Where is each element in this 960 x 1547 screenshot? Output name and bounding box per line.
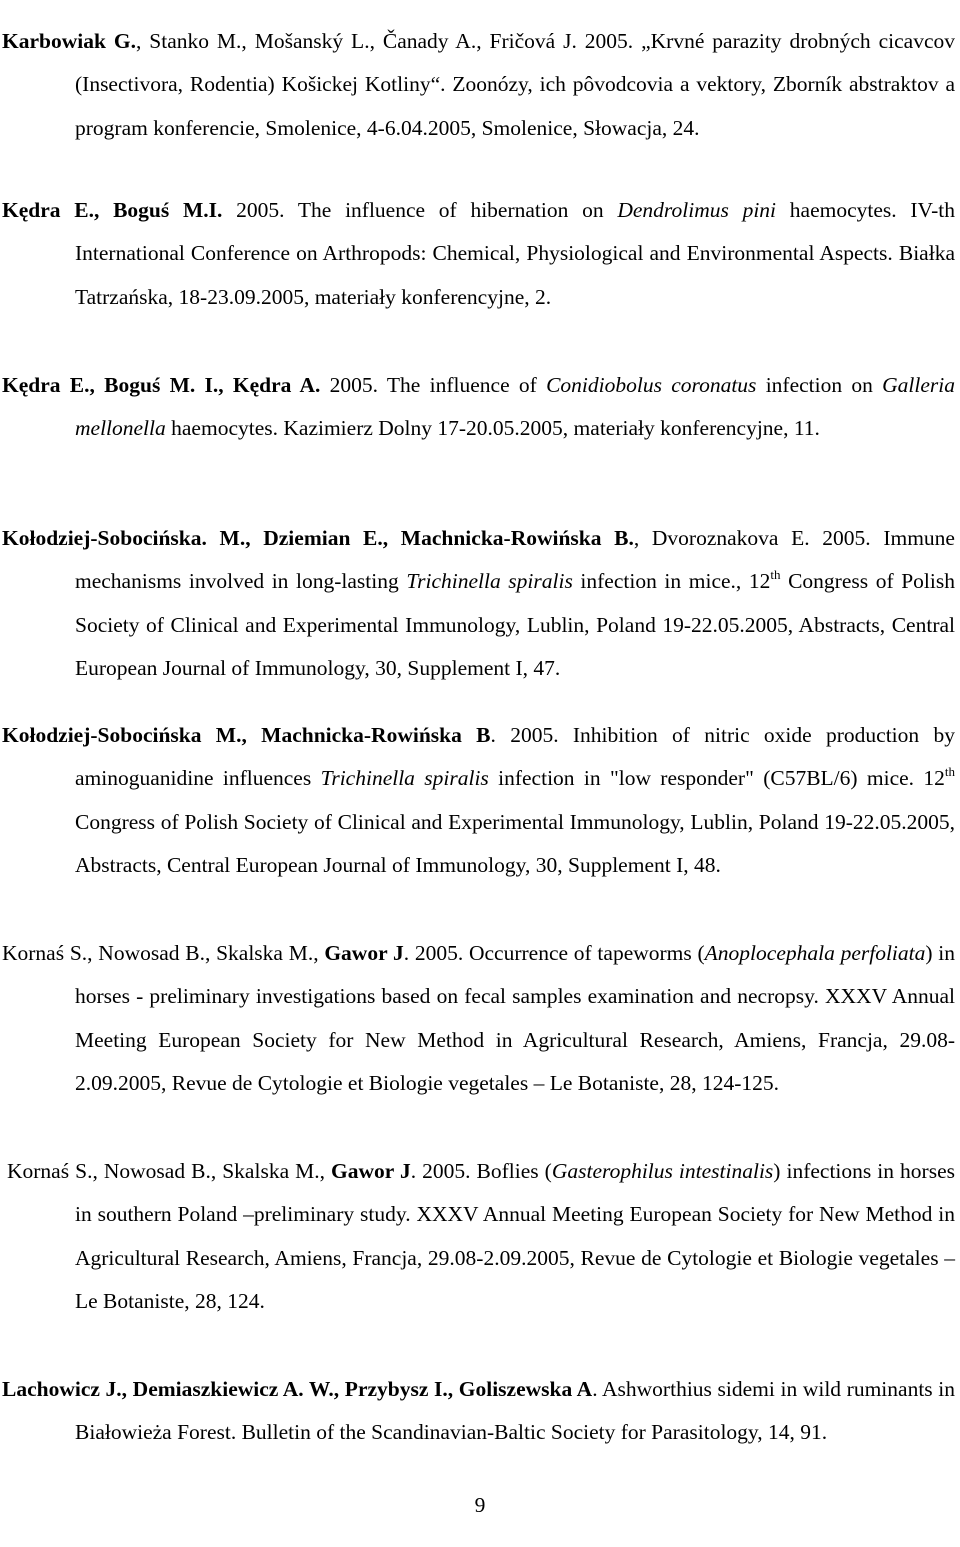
reference-authors: Lachowicz J., Demiaszkiewicz A. W., Przybysz I., Goliszewska A [2,1376,593,1401]
reference-text: . 2005. Occurrence of tapeworms ( [403,940,705,965]
reference-text: haemocytes. Kazimierz Dolny 17-20.05.2005, materiały konferencyjne, 11. [165,416,820,440]
reference-text: infection on [756,372,883,397]
taxon-name: Trichinella spiralis [320,766,489,790]
reference-text: Congress of Polish Society of Clinical and Experimental Immunology, Lublin, Poland 19-22.05.2005, Abstracts, Central European Journal of Immunology, 30, Supplement I, 47. [75,569,955,680]
reference-entry [0,1368,955,1455]
reference-text: ) infections in horses in southern Poland –preliminary study. XXXV Annual Meeting European Society for New Method in Agricultural Research, Amiens, Francja, 29.08-2.09.2005, Revue de Cytologie et Biologie vegetales – Le Botaniste, 28, 124. [75,1158,955,1313]
reference-authors: Kornaś S., Nowosad B., Skalska M., [2,940,325,965]
reference-authors: Kędra E., Boguś M.I. [2,197,223,222]
reference-authors-bold: Gawor J [324,940,404,965]
reference-text: infection in "low responder" (C57BL/6) mice. 12 [488,766,945,790]
taxon-name: Galleria mellonella [75,372,955,440]
reference-authors: Karbowiak G. [2,28,136,53]
reference-text: 2005. The influence of [320,372,547,397]
reference-text: infection in mice. [572,569,736,593]
reference-entry [0,1150,955,1324]
reference-authors: Kornaś S., Nowosad B., Skalska M., [7,1158,332,1183]
taxon-name: Anoplocephala perfoliata [704,940,926,965]
taxon-name: Conidiobolus coronatus [546,372,757,397]
taxon-name: Dendrolimus pini [617,197,777,222]
reference-authors: Kędra E., Boguś M. I., Kędra A. [2,372,321,397]
reference-text: . 2005. Boflies ( [410,1158,552,1183]
reference-text: haemocytes. IV-th International Conference on Arthropods: Chemical, Physiological and Environmental Aspects. Białka Tatrzańska, 18-23.09.2005, materiały konferencyjne, 2. [75,197,955,309]
reference-entry [0,932,955,1106]
reference-text: , Stanko M., Mošanský L., Čanady A., Fričová J. 2005. „Krvné parazity drobných cicavcov (Insectivora, Rodentia) Košickej Kotliny“. Zoonózy, ich pôvodcovia a vektory, Zborník abstraktov a program konferencie, Smolenice, 4-6.04.2005, Smolenice, Słowacja, 24. [75,28,956,140]
reference-authors-bold: Gawor J [331,1158,411,1183]
ordinal-suffix: th [944,764,956,779]
ordinal-suffix: th [770,567,781,582]
reference-text: . 2005. Inhibition of nitric oxide production by aminoguanidine influences [75,722,955,790]
reference-text: 2005. The influence of hibernation on [222,197,618,222]
page-number: 9 [474,1493,486,1517]
reference-entry [0,517,955,691]
reference-entry [0,20,955,151]
reference-text: ) in horses - preliminary investigations based on fecal samples examination and necropsy. XXXV Annual Meeting European Society for New Method in Agricultural Research, Amiens, Francja, 29.08-2.09.2005, Revue de Cytologie et Biologie vegetales – Le Botaniste, 28, 124-125. [75,940,956,1095]
reference-authors: Kołodziej-Sobocińska M., Machnicka-Rowińska B [2,722,491,747]
taxon-name: Trichinella spiralis [406,569,573,593]
reference-entry [0,714,955,888]
reference-entry [0,189,955,320]
reference-entry [0,364,955,451]
reference-text: Congress of Polish Society of Clinical and Experimental Immunology, Lublin, Poland 19-22.05.2005, Abstracts, Central European Journal of Immunology, 30, Supplement I, 48. [75,809,955,877]
taxon-name: Gasterophilus intestinalis [551,1158,774,1183]
reference-text: , Dvoroznakova E. 2005. Immune mechanisms involved in long-lasting [75,525,955,593]
reference-text: . Ashworthius sidemi in wild ruminants in Białowieża Forest. Bulletin of the Scandinavian-Baltic Society for Parasitology, 14, 91. [75,1376,956,1444]
reference-text: , 12 [735,569,771,593]
reference-authors: Kołodziej-Sobocińska. M., Dziemian E., Machnicka-Rowińska B. [2,525,634,550]
